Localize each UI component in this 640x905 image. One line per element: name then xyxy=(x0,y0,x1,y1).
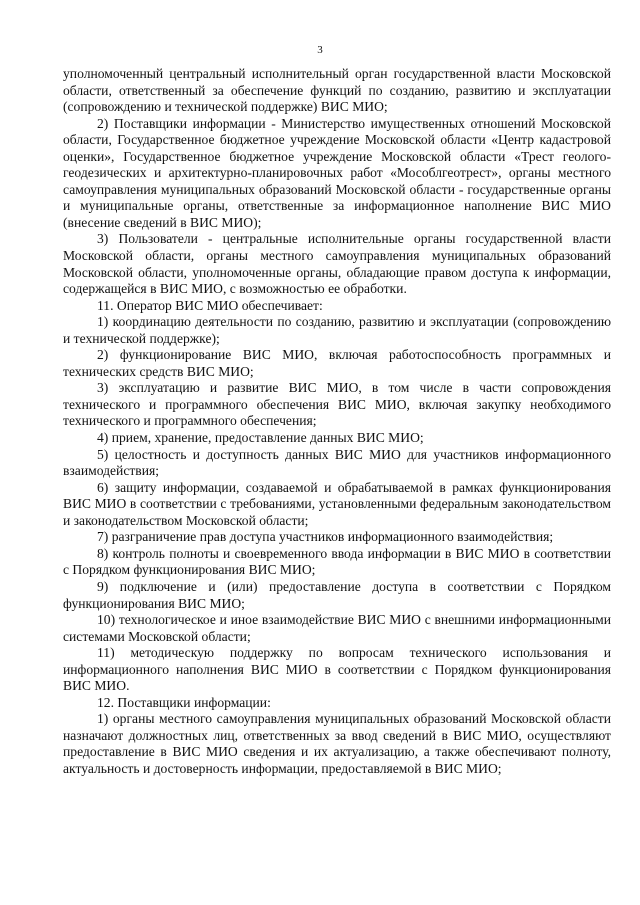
section-heading-12: 12. Поставщики информации: xyxy=(97,694,271,710)
list-item-12-1: 1) органы местного самоуправления муниципальных образований Московской области назначают должностных лиц, ответственных за ввод сведений в ВИС МИО, осуществляют предоставление в ВИС МИО сведения и их актуализацию, а также обеспечивают полноту, актуальность и достоверность информации, предоставляемой в ВИС МИО; xyxy=(63,711,611,776)
section-heading-11: 11. Оператор ВИС МИО обеспечивает: xyxy=(97,297,323,313)
list-item-11-5: 5) целостность и доступность данных ВИС МИО для участников информационного взаимодействия; xyxy=(63,446,611,479)
list-item-11-1: 1) координацию деятельности по созданию, развитию и эксплуатации (сопровождению и технической поддержке); xyxy=(63,314,611,346)
list-item-11-3: 3) эксплуатацию и развитие ВИС МИО, в том числе в части сопровождения технического и программного обеспечения ВИС МИО, включая закупку необходимого технического и программного обеспечения; xyxy=(63,380,611,429)
list-item-11-2: 2) функционирование ВИС МИО, включая работоспособность программных и технических средств ВИС МИО; xyxy=(63,347,611,379)
list-item-11-9: 9) подключение и (или) предоставление доступа в соответствии с Порядком функционирования ВИС МИО; xyxy=(63,578,611,611)
list-item-11-7: 7) разграничение прав доступа участников информационного взаимодействия; xyxy=(97,529,554,545)
document-body xyxy=(63,66,611,778)
paragraph-suppliers-definition: 2) Поставщики информации - Министерство имущественных отношений Московской области, Государственное бюджетное учреждение Московской области «Центр кадастровой оценки», Государственное бюджетное учреждение Московской области «Трест геолого-геодезических и архитектурно-планировочных работ «Мособлгеотрест», органы местного самоуправления муниципальных образований Московской области - государственные органы и муниципальные органы, ответственные за информационное наполнение ВИС МИО (внесение сведений в ВИС МИО); xyxy=(63,115,611,230)
paragraph-operator-continuation: уполномоченный центральный исполнительный орган государственной власти Московской области, ответственный за обеспечение функций по созданию, развитию и эксплуатации (сопровождению и технической поддержке) ВИС МИО; xyxy=(63,66,611,115)
list-item-11-6: 6) защиту информации, создаваемой и обрабатываемой в рамках функционирования ВИС МИО в соответствии с требованиями, установленными федеральным законодательством и законодательством Московской области; xyxy=(63,479,611,528)
list-item-11-10: 10) технологическое и иное взаимодействие ВИС МИО с внешними информационными системами Московской области; xyxy=(63,612,611,644)
page-number: 3 xyxy=(317,44,323,56)
paragraph-users-definition: 3) Пользователи - центральные исполнительные органы государственной власти Московской области, органы местного самоуправления муниципальных образований Московской области, уполномоченные органы, обладающие правом доступа к информации, содержащейся в ВИС МИО, с возможностью ее обработки. xyxy=(63,231,611,297)
list-item-11-11: 11) методическую поддержку по вопросам технического использования и информационного наполнения ВИС МИО в соответствии с Порядком функционирования ВИС МИО. xyxy=(63,645,611,694)
list-item-11-8: 8) контроль полноты и своевременного ввода информации в ВИС МИО в соответствии с Порядком функционирования ВИС МИО; xyxy=(63,545,611,578)
list-item-11-4: 4) прием, хранение, предоставление данных ВИС МИО; xyxy=(97,430,424,446)
